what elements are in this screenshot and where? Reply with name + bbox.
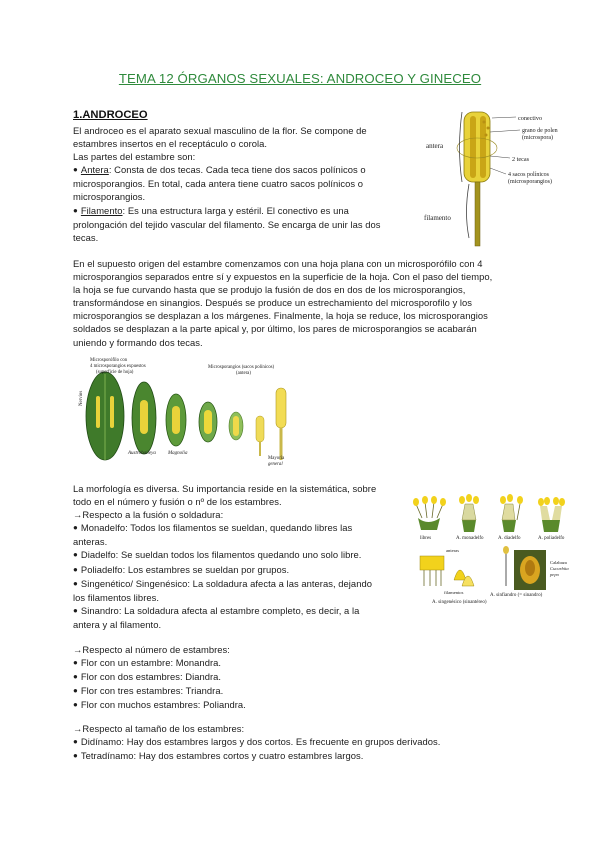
morphology-text-block	[73, 482, 403, 631]
caption-magnolia: Magnolia	[168, 451, 188, 456]
list-item	[73, 163, 413, 177]
list-item	[73, 548, 403, 562]
label-microspora: (microspora)	[522, 135, 553, 141]
origin-text-block	[73, 257, 533, 349]
label-tecas: 2 tecas	[512, 156, 530, 163]
list-item	[73, 577, 403, 591]
text-span: Flor con tres estambres: Triandra.	[80, 685, 224, 697]
label-microsporofilo: Microsporófilo con	[90, 358, 128, 363]
label-monadelfo: A. monadelfo	[456, 536, 484, 541]
number-text-block	[73, 643, 403, 712]
subheading-size: →Respecto al tamaño de los estambres:	[73, 723, 245, 734]
text-line: anteras.	[73, 536, 108, 548]
page-title: TEMA 12 ÓRGANOS SEXUALES: ANDROCEO Y GINECEO	[118, 71, 482, 86]
text-span: Singenético/ Singenésico: La soldadura afecta a las anteras, dejando	[80, 577, 372, 589]
text-line: Las partes del estambre son:	[73, 151, 196, 163]
label-superficie-hoja: (superficie de hoja)	[96, 370, 134, 375]
label-conectivo: conectivo	[518, 115, 543, 122]
text-line: La morfología es diversa. Su importancia reside en la sistemática, sobre	[73, 483, 377, 494]
caption-general: general	[268, 462, 283, 467]
text-line: microsporangios se desplazan a los márgenes. Finalmente, la hoja se reduce, los microsporangios	[73, 310, 488, 322]
text-span: Flor con dos estambres: Diandra.	[80, 671, 222, 683]
text-line: uniendo y formando dos tecas.	[73, 336, 203, 348]
caption-mayoria: Mayoría	[268, 456, 285, 461]
label-antera: antera	[426, 142, 444, 150]
text-line: antera y al filamento.	[73, 618, 162, 630]
text-span: Sinandro: La soldadura afecta al estambre completo, es decir, a la	[80, 604, 360, 616]
caption-austrobaileya: Austrobaileya	[128, 451, 156, 456]
label-filamentos: filamentos	[444, 590, 464, 595]
label-microsporangios-sacos: Microsporangios (sacos polínicos)	[208, 365, 275, 370]
stamen-evolution-figure	[78, 356, 302, 468]
term-antera: Antera	[80, 164, 109, 176]
text-line: En el supuesto origen del estambre comenzamos con una hoja plana con un microsporófilo con 4	[73, 258, 483, 269]
text-line: los filamentos libres.	[73, 591, 160, 603]
list-item	[73, 670, 403, 684]
label-sinandro: A. sinfiandro (= sinandro)	[490, 593, 543, 598]
text-line: tecas.	[73, 231, 99, 243]
label-poliadelfo: A. poliadelfo	[538, 536, 565, 541]
list-item	[73, 684, 403, 698]
label-diadelfo: A. diadelfo	[498, 536, 521, 541]
text-line: todo en el número y fusión o nº de los estambres.	[73, 496, 282, 508]
label-libres: libres	[420, 536, 432, 541]
text-line: estambres insertos en el receptáculo o corola.	[73, 138, 268, 150]
text-span: Diadelfo: Se sueldan todos los filamentos quedando uno solo libre.	[80, 549, 362, 561]
list-item	[73, 735, 533, 749]
size-text-block	[73, 722, 533, 763]
text-line: la hoja se fue curvando hasta que se produjo la fusión de dos en dos de los microsporangios,	[73, 284, 466, 296]
text-span: Flor con muchos estambres: Poliandra.	[80, 699, 246, 711]
list-item	[73, 749, 533, 763]
text-span: : Consta de dos tecas. Cada teca tiene dos sacos polínicos o	[108, 164, 366, 176]
label-calabaza: Calabaza	[550, 560, 567, 565]
text-span: Monadelfo: Todos los filamentos se sueldan, quedando libres las	[80, 522, 353, 534]
text-span: : Es una estructura larga y estéril. El conectivo es una	[122, 204, 349, 216]
stamen-diagram	[424, 108, 574, 248]
label-nervios: Nervios	[79, 390, 84, 406]
list-item	[73, 698, 403, 712]
text-line: prolongación del tejido vascular del filamento. Se encarga de unir las dos	[73, 218, 381, 230]
text-line: transformándose en sinangios. Después se produce un estrechamiento del microsporofilo y los	[73, 297, 473, 309]
label-singenesico: A. singenésico (sinantéreo)	[432, 600, 487, 605]
text-line: soldados se desplazan a la parte apical y, por último, los pares de microsporangios se acabarán	[73, 323, 477, 335]
term-filamento: Filamento	[80, 204, 123, 216]
label-pepo: pepo	[550, 572, 559, 577]
text-span: Flor con un estambre: Monandra.	[80, 657, 222, 669]
label-antera-evolution: (antera)	[236, 371, 251, 376]
label-grano-polen: grano de polen	[522, 128, 558, 134]
text-line: microsporangios.	[73, 191, 146, 203]
label-filamento: filamento	[424, 214, 451, 222]
androceo-text-block	[73, 124, 413, 244]
label-sacos-polinicos: 4 sacos polínicos	[508, 172, 549, 178]
text-line: microsporangios. En total, cada antera tiene cuatro sacos polínicos o	[73, 178, 364, 190]
text-span: Didínamo: Hay dos estambres largos y dos cortos. Es frecuente en grupos derivados.	[80, 736, 441, 748]
label-microsporangios: (microsporangios)	[508, 179, 552, 185]
list-item	[73, 204, 413, 218]
stamen-fusion-figure	[410, 490, 582, 608]
subheading-fusion: →Respecto a la fusión o soldadura:	[73, 509, 224, 521]
list-item	[73, 604, 403, 618]
text-span: Poliadelfo: Los estambres se sueldan por grupos.	[80, 563, 290, 575]
label-microsporangios-expuestos: 4 microsporangios expuestos	[90, 364, 146, 369]
text-span: Tetradínamo: Hay dos estambres cortos y cuatro estambres largos.	[80, 750, 364, 762]
list-item	[73, 563, 403, 577]
list-item	[73, 521, 403, 535]
label-cucurbita: Cucurbita	[550, 566, 569, 571]
subheading-number: →Respecto al número de estambres:	[73, 644, 230, 655]
section-heading-androceo: 1.ANDROCEO	[73, 109, 148, 121]
list-item	[73, 656, 403, 670]
label-anteras: anteras	[446, 548, 460, 553]
text-line: El androceo es el aparato sexual masculino de la flor. Se compone de	[73, 125, 367, 136]
text-line: microsporangios separados entre sí y expuestos en la superficie de la hoja. Con el paso del tiempo,	[73, 271, 493, 283]
